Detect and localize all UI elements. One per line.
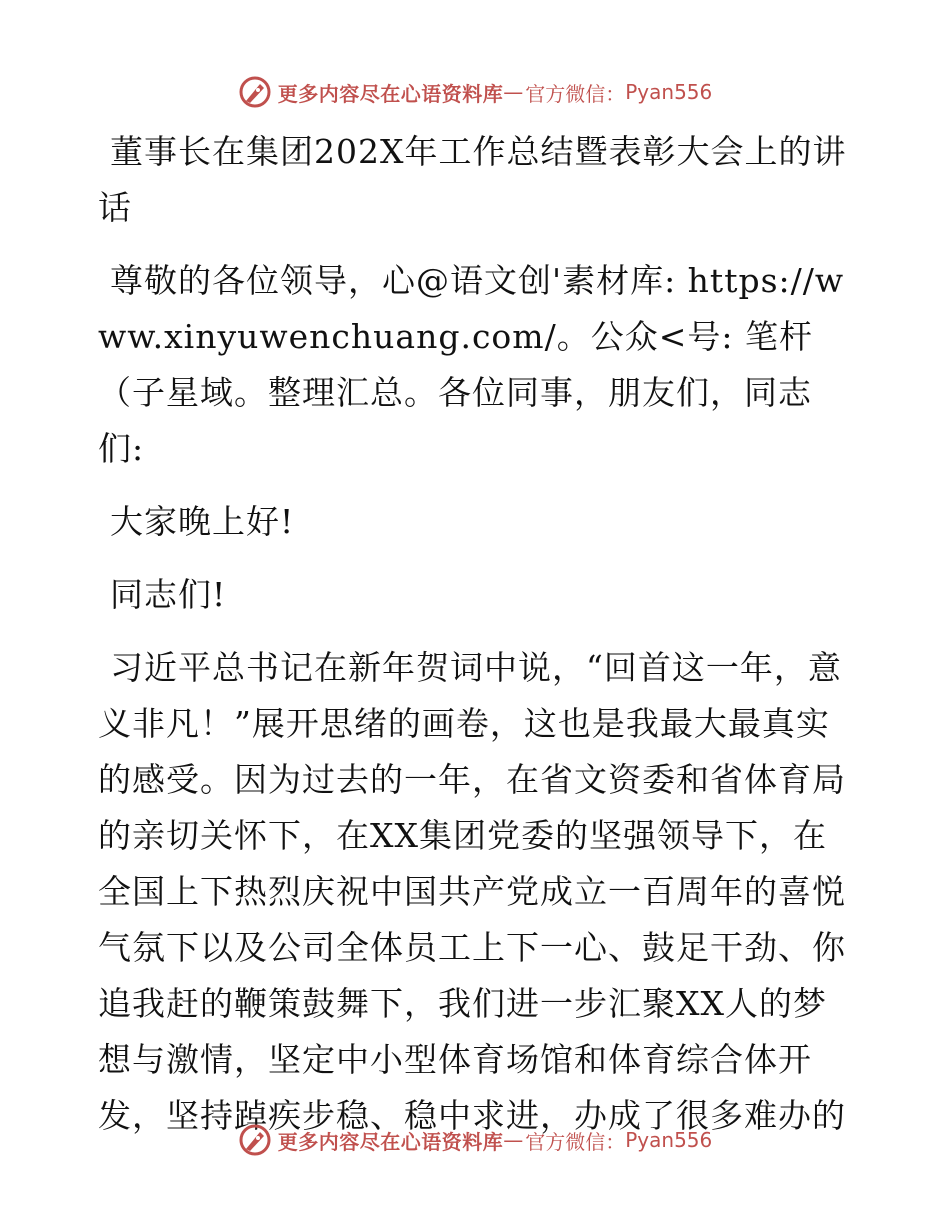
banner-site-text: 更多内容尽在心语资料库 [277,81,504,106]
banner-dash: — [503,1128,524,1152]
banner-wechat-id: Pyan556 [625,1128,713,1152]
pen-nib-logo-icon [238,75,272,109]
paragraph-good-evening: 大家晚上好! [110,502,295,541]
footer-banner [0,1120,950,1160]
pen-nib-logo-icon [238,1123,272,1157]
banner-site-text: 更多内容尽在心语资料库 [277,1129,504,1154]
banner-wechat-label: 官方微信： [525,81,626,106]
banner-wechat-label: 官方微信： [525,1129,626,1154]
document-title: 董事长在集团202X年工作总结暨表彰大会上的讲话 [98,132,847,227]
paragraph-main: 习近平总书记在新年贺词中说，“回首这一年，意义非凡！”展开思绪的画卷，这也是我最大最真实的感受。因为过去的一年，在省文资委和省体育局的亲切关怀下，在XX集团党委的坚强领导下，在全国上下热烈庆祝中国共产党成立一百周年的喜悦气氛下以及公司全体员工上下一心、鼓足干劲、你追我赶的鞭策鼓舞下，我们进一步汇聚XX人的梦想与激情，坚定中小型体育场馆和体育综合体开发，坚持踔疾步稳、稳中求进，办成了很多难办的 [98,648,846,1135]
paragraph-comrades: 同志们! [110,575,227,614]
banner-wechat-id: Pyan556 [625,80,713,104]
document-body [98,124,858,1161]
banner-dash: — [503,80,524,104]
header-banner [0,72,950,112]
paragraph-greeting: 尊敬的各位领导，心@语文创'素材库: https://www.xinyuwenchuang.com/。公众<号: 笔杆（子星域。整理汇总。各位同事，朋友们，同志们: [98,261,845,468]
